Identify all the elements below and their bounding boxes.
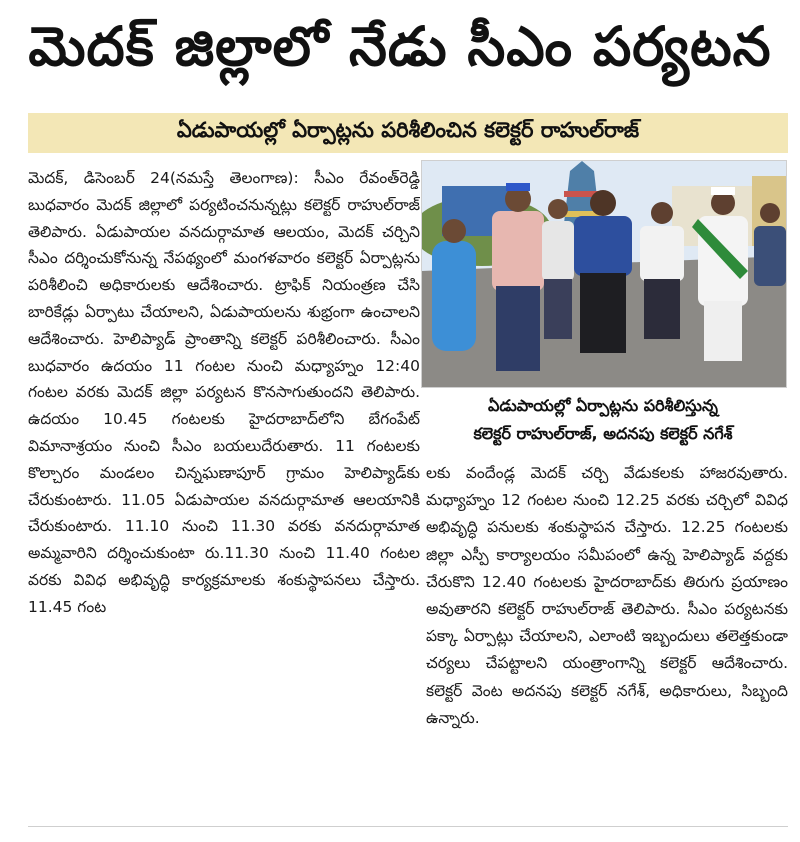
photo-illustration [422,161,786,387]
photo-caption-line-1: ఏడుపాయల్లో ఏర్పాట్లను పరిశీలిస్తున్న [488,396,718,415]
article-body-left: మెదక్, డిసెంబర్ 24(నమస్తే తెలంగాణ): సీఎం రేవంత్‌రెడ్డి బుధవారం మెదక్ జిల్లాలో పర్యటించనున్నట్లు కలెక్టర్ రాహుల్‌రాజ్ తెలిపారు. ఏడుపాయల వనదుర్గామాత ఆలయం, మెదక్ చర్చిని సీఎం దర్శించుకోనున్న నేపథ్యంలో మంగళవారం కలెక్టర్ ఏర్పాట్లను పరిశీలించి అధికారులకు ఆదేశించారు. ట్రాఫిక్ నియంత్రణ చేసి బారికేడ్లు ఏర్పాటు చేయాలని, ఏడుపాయలను శుభ్రంగా ఉంచాలని ఆదేశించారు. హెలిప్యాడ్ ప్రాంతాన్ని కలెక్టర్ పరిశీలించారు. సీఎం బుధవారం ఉదయం 11 గంటల నుంచి మధ్యాహ్నం 12:40 గంటల వరకు మెదక్ జిల్లా పర్యటన కొనసాగుతుందని తెలిపారు. ఉదయం 10.45 గంటలకు హైదరాబాద్‌లోని బేగంపేట్ విమానాశ్రయం నుంచి సీఎం బయలుదేరుతారు. 11 గంటలకు కొల్చారం మండలం చిన్నఘణాపూర్ గ్రామం హెలిప్యాడ్‌కు చేరుకుంటారు. 11.05 ఏడుపాయల వనదుర్గామాత ఆలయానికి చేరుకుంటారు. 11.10 నుంచి 11.30 వరకు వనదుర్గామాత అమ్మవారిని దర్శించుకుంటా రు.11.30 నుంచి 11.40 గంటల వరకు వివిధ అభివృద్ధి కార్యక్రమాలకు శంకుస్థాపనలు చేస్తారు. 11.45 గంట [28,169,420,616]
photo-caption-line-2: కలెక్టర్ రాహుల్‌రాజ్, అదనపు కలెక్టర్ నగేశ్ [473,424,733,443]
bottom-divider [28,826,788,827]
subheadline: ఏడుపాయల్లో ఏర్పాట్లను పరిశీలించిన కలెక్టర్ రాహుల్‌రాజ్ [28,113,788,153]
article-body-right: లకు వందేండ్ల మెదక్ చర్చి వేడుకలకు హాజరవుతారు. మధ్యాహ్నం 12 గంటల నుంచి 12.25 వరకు చర్చిలో వివిధ అభివృద్ధి పనులకు శంకుస్థాపన చేస్తారు. 12.25 గంటలకు జిల్లా ఎస్పీ కార్యాలయం సమీపంలో ఉన్న హెలిప్యాడ్ వద్దకు చేరుకొని 12.40 గంటలకు హైదరాబాద్‌కు తిరుగు ప్రయాణం అవుతారని కలెక్టర్ రాహుల్‌రాజ్ తెలిపారు. సీఎం పర్యటనకు పక్కా ఏర్పాట్లు చేయాలని, ఎలాంటి ఇబ్బందులు తలెత్తకుండా చర్యలు చేపట్టాలని యంత్రాంగాన్ని కలెక్టర్ ఆదేశించారు. కలెక్టర్ వెంట అదనపు కలెక్టర్ నగేశ్, అధికారులు, సిబ్బంది ఉన్నారు. [426,464,788,727]
photo-caption [421,392,785,454]
headline: మెదక్ జిల్లాలో నేడు సీఎం పర్యటన [28,14,772,78]
news-photo [421,160,787,388]
